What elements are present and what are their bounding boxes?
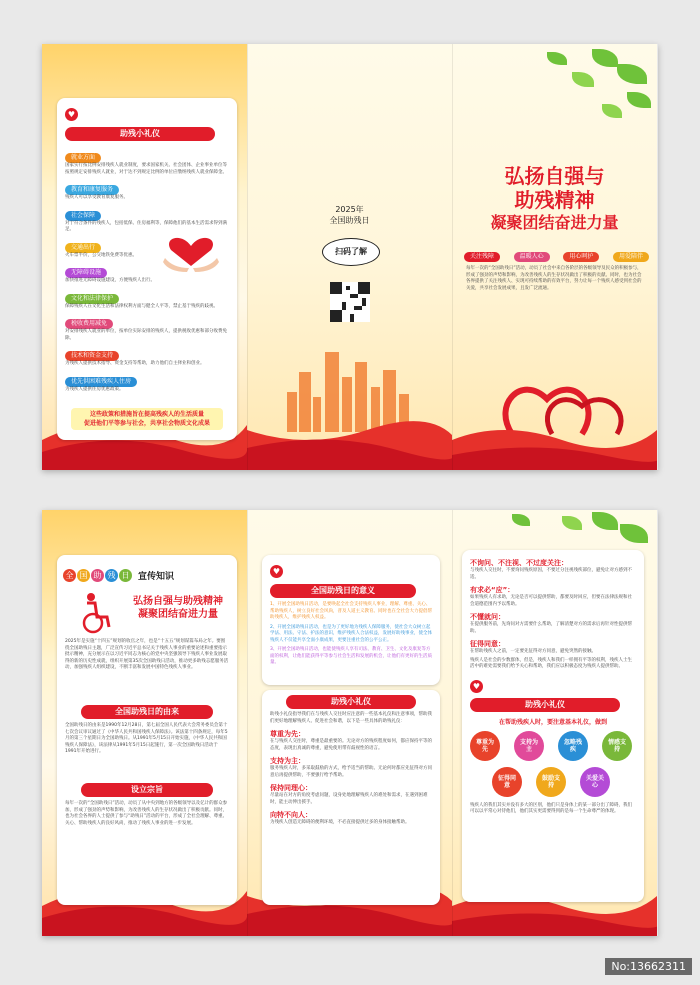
policy-text: 国家实行按比例安排残疾人就业制度，要求国家机关、社会团体、企业事业单位等按照规定安排残疾人就业，对于达不到规定比例的单位应缴纳残疾人就业保障金。 (65, 163, 227, 175)
policy-item (65, 310, 229, 342)
knowledge-badge (63, 569, 174, 582)
tip-text: 在帮助残疾人之前，一定要先征得对方同意，避免突然的接触。 (470, 649, 596, 654)
cover-tags (464, 250, 649, 262)
significance-title: 全国助残日的意义 (270, 584, 416, 598)
heart-icon: ♥ (470, 680, 483, 693)
tips-extra-text: 残疾人是社会的少数群体，但是，残疾人和我们一样拥有平等的权利，残疾人士生活中的难处需要我们给予关心和帮助，我们应以积极态度为残疾人提供帮助。 (470, 657, 632, 669)
etiquette-item-text: 服务残疾人时，多采取鼓励的方式，给予适当的帮助。无论何时都应先征得对方同意后再提供帮助，不要强行给予帮助。 (270, 766, 432, 778)
knowledge-title-line2: 凝聚团结奋进力量 (138, 609, 218, 620)
policy-item (65, 368, 229, 394)
etiquette-circle-label: 尊重为先 (476, 738, 495, 753)
knowledge-card (57, 555, 237, 905)
scan-bubble: 扫码了解 (322, 238, 380, 266)
policy-tag: 教育和康复服务 (65, 185, 119, 195)
cover-title-line3: 凝聚团结奋进力量 (490, 213, 619, 232)
heart-icon: ♥ (270, 565, 283, 578)
etiquette-circle (492, 767, 522, 797)
policy-tag: 优先供困难残疾人住房 (65, 377, 137, 387)
etiquette-circle-label: 情感支持 (608, 738, 627, 753)
tips-card (462, 550, 644, 902)
wheelchair-icon (77, 591, 117, 635)
event-info (247, 204, 452, 226)
policy-tag: 就业方面 (65, 153, 101, 163)
significance-card (262, 555, 440, 685)
badge-char: 日 (119, 569, 132, 582)
policy-text: 对于符合条件的残疾人，包括低保、住房福利等，保障他们的基本生活需求得到满足。 (65, 220, 227, 232)
heart-hands-image (161, 224, 221, 274)
etiquette-circle (580, 767, 610, 797)
badge-char: 残 (105, 569, 118, 582)
brochure-outside (42, 44, 658, 470)
cover-title-line2: 助残精神 (514, 188, 595, 212)
inside-left-panel (42, 510, 247, 936)
purpose-section-title: 设立宗旨 (81, 783, 213, 797)
policy-footer-line1: 这些政策和措施旨在提高残疾人的生活质量 (89, 411, 204, 418)
outside-left-panel (42, 44, 247, 470)
etiquette-title: 助残小礼仪 (286, 695, 416, 709)
badge-char: 国 (77, 569, 90, 582)
tip-heading: 不懂就问： (470, 613, 505, 621)
origin-section-text: 全国助残日的由来是1990年12月28日，第七届全国人民代表大会常务委员会第十七次会议审议通过了《中华人民共和国残疾人保障法》。该法第十四条规定，每年5月的第三个星期日为全国助残日。从1991年5月15日开始实施，《中华人民共和国残疾人保障法》，该法律从1991年5月15日起施行，第一次全国助残日活动于1991年开始进行。 (65, 723, 228, 754)
tips-items (462, 550, 644, 656)
etiquette-circle (558, 731, 588, 761)
policy-text: 为残疾人提供住房优惠政策。 (65, 386, 124, 392)
origin-section-title: 全国助残日的由来 (81, 705, 213, 719)
significance-point: 2、开展全国助残日活动，也是为了更好地为残疾人保障服务，使社会大众树立起学法、用法、守法、护法的意识，维护残疾人合法权益，发展好助残事业，使全体残疾人不仅能共享全面小康成果，更要注重社会的公平公正。 (270, 624, 432, 643)
policy-tag: 无障碍设施 (65, 268, 107, 278)
policy-text: 保障残疾人在文化生活和法律权利方面与健全人平等，禁止基于残疾的歧视。 (65, 303, 218, 309)
etiquette-item-text: 在与残疾人交往时，尊重是最重要的。无论对方的残疾程度如何，都应保持平等的态度，表现出真诚的尊重，避免使用带有歧视性的语言。 (270, 739, 432, 751)
etiquette-circle-label: 征得同意 (498, 774, 517, 789)
etiquette-circle-label: 支持为主 (520, 738, 539, 753)
policy-text: 残疾人可以享受教育康复服务。 (65, 195, 128, 200)
tips-bar (470, 676, 636, 714)
policy-item (65, 342, 229, 368)
etiquette-intro: 助残小礼仪指导我们在与残疾人交往时应注意的一些基本礼仪和注意事项，帮助我们更好地理解残疾人、促进社会和谐，以下是一些具体的助残礼仪： (270, 712, 432, 724)
etiquette-circle-label: 忽略残疾 (564, 738, 583, 753)
etiquette-item-heading: 尊重为先： (270, 730, 305, 738)
tips-bar-title: 助残小礼仪 (470, 698, 620, 712)
etiquette-circles (462, 729, 644, 801)
cover-tag: 温暖人心 (514, 252, 550, 262)
significance-header (270, 561, 432, 599)
card-title: 助残小礼仪 (65, 127, 215, 141)
policy-tag: 文化和法律保护 (65, 294, 119, 304)
badge-char: 助 (91, 569, 104, 582)
etiquette-circle (602, 731, 632, 761)
policy-text: 对安排残疾人就业的单位，按单位实际安排的残疾人，提供税收优惠和部分收费免除。 (65, 329, 227, 341)
badge-chars (63, 569, 133, 582)
policy-tag: 交通出行 (65, 243, 101, 253)
etiquette-items (262, 729, 440, 827)
inside-middle-panel (247, 510, 452, 936)
etiquette-item-heading: 向特不向人： (270, 811, 312, 819)
outside-middle-panel (247, 44, 452, 470)
etiquette-card (262, 690, 440, 905)
policy-tag: 技术和资金支持 (65, 351, 119, 361)
significance-point: 1、开展全国助残日活动，是要唤起全社会支持残疾人事业，理解、尊重、关心、帮助残疾人，树立良好社会风尚，普及人道主义教育。同时也在全社会大力提倡帮助残疾人，维护残疾人权益。 (270, 602, 432, 620)
policy-text: 火车票半价，公交地铁免费等优惠。 (65, 252, 137, 258)
policy-item (65, 285, 229, 311)
event-year: 2025年 (335, 205, 364, 214)
etiquette-circle (536, 767, 566, 797)
heart-icon: ♥ (65, 108, 78, 121)
significance-points (262, 602, 440, 667)
tip-heading: 征得同意： (470, 640, 505, 648)
outside-cover-panel (452, 44, 657, 470)
cover-tag: 用心呵护 (563, 252, 599, 262)
cover-tag: 关注残障 (464, 252, 500, 262)
red-wave-decoration (247, 400, 452, 470)
knowledge-intro: 2025年是实施“十四五”规划的收官之年，也是“十五五”规划谋篇布局之年。要围绕全国助残日主题，广泛宣传习近平总书记关于残疾人事业的重要论述和重要指示批示精神，充分展示在以习近平同志为核心的党中央坚强领导下残疾人事业发展取得的新的历史性成就，组织开展第35次全国助残日活动，推动更多助残志愿服务活动，加强残疾人组织建设，不断丰富和发展中国特色残疾人事业。 (65, 639, 229, 670)
brochure-inside (42, 510, 658, 936)
policy-footer-line2: 促进他们平等参与社会，共享社会物质文化成果 (83, 420, 210, 427)
policy-card (57, 98, 237, 440)
policy-text: 为残疾人提供技术指导、资金支持等帮助，助力他们自主择业和创业。 (65, 361, 205, 366)
badge-char: 全 (63, 569, 76, 582)
knowledge-title-line1: 弘扬自强与助残精神 (133, 596, 223, 607)
etiquette-circle-label: 鼓励支持 (542, 774, 561, 789)
tips-subtitle: 在帮助残疾人时，要注意基本礼仪，做到 (498, 718, 607, 726)
etiquette-circle (470, 731, 500, 761)
tip-text: 如果残疾人有求助，无论是否可以提供帮助，都要及时回应，但要在法律法规和社会道德范围内予以帮助。 (470, 595, 632, 607)
etiquette-item-heading: 支持为主： (270, 757, 305, 765)
policy-text: 加快推进无障碍设施建设，方便残疾人出行。 (65, 278, 155, 283)
badge-suffix: 宣传知识 (138, 572, 175, 582)
etiquette-item-heading: 保持同理心： (270, 784, 312, 792)
tip-heading: 不询问、不注视、不过度关注： (470, 559, 568, 567)
red-wave-decoration (452, 400, 657, 470)
tip-text: 在提供服务前，先询问对方需要什么帮助，了解清楚对方的需求后再针对性提供帮助。 (470, 622, 632, 634)
knowledge-title (123, 595, 233, 621)
significance-point: 3、开展全国助残日活动，也能使残疾人享有司法、教育、卫生、文化及康复等方面的权利，让他们能获得平等参与社会生活和发展的机会，让他们有更好的生活质量。 (270, 647, 432, 665)
policy-tag: 社会保障 (65, 211, 101, 221)
cover-intro: 每年一次的“全国助残日”活动，动员了社会中来自各阶层的各级领导及民众的积极参与，形成了强劲的声势和影响，为改善残疾人的生存状况做出了积极的贡献。同时，也为社会各界提供了关注残疾人、实现可持续帮助的有效平台，努力让每一个残疾人感受到社会的关爱，共享社会发展成果，且发广泛流通。 (466, 266, 642, 291)
tips-closing: 残疾人的我们其实并没有多大的区别，他们只是身体上的某一部分出了障碍，我们可以以平常心对待他们，他们其实更需要得到的是每一个生命尊严的体现。 (470, 802, 632, 814)
cover-title (452, 164, 657, 234)
etiquette-circle (514, 731, 544, 761)
inside-right-panel (452, 510, 657, 936)
cover-title-line1: 弘扬自强与 (504, 164, 605, 188)
qr-code[interactable] (330, 282, 370, 322)
watermark: No:13662311 (605, 958, 692, 975)
tip-heading: 有求必“应”： (470, 586, 515, 594)
policy-footer (71, 408, 223, 430)
policy-item (65, 144, 229, 176)
event-name: 全国助残日 (329, 216, 370, 225)
etiquette-circle-label: 关爱关心 (586, 774, 605, 789)
etiquette-item-text: 尽量站在对方的角度考虑问题，设身处地理解残疾人的难处和需求，在遇到困难时，能主动伸出援手。 (270, 793, 428, 805)
policy-item (65, 176, 229, 202)
cover-tag: 用爱陪伴 (613, 252, 649, 262)
purpose-section-text: 每年一次的“全国助残日”活动，动员了从中央到地方的各级领导以及亿计的群众参加，形成了强劲的声势和影响，为改善残疾人的生存状况做出了积极贡献。同时，也为社会各界的人士提供了参与“助残日”活动的平台，形成了全社会理解、尊重、关心、帮助残疾人的良好风尚，推动了残疾人事业的进一步发展。 (65, 801, 228, 826)
tip-text: 与残疾人交往时，不要询问残疾原因，不要过分注视残疾部位，避免让对方感到不适。 (470, 568, 632, 580)
policy-card-header (65, 104, 229, 142)
etiquette-item-text: 为残疾人创造无障碍的便利环境，不必直接提供过多的身体接触帮助。 (270, 820, 410, 825)
policy-tag: 税收费用减免 (65, 319, 113, 329)
